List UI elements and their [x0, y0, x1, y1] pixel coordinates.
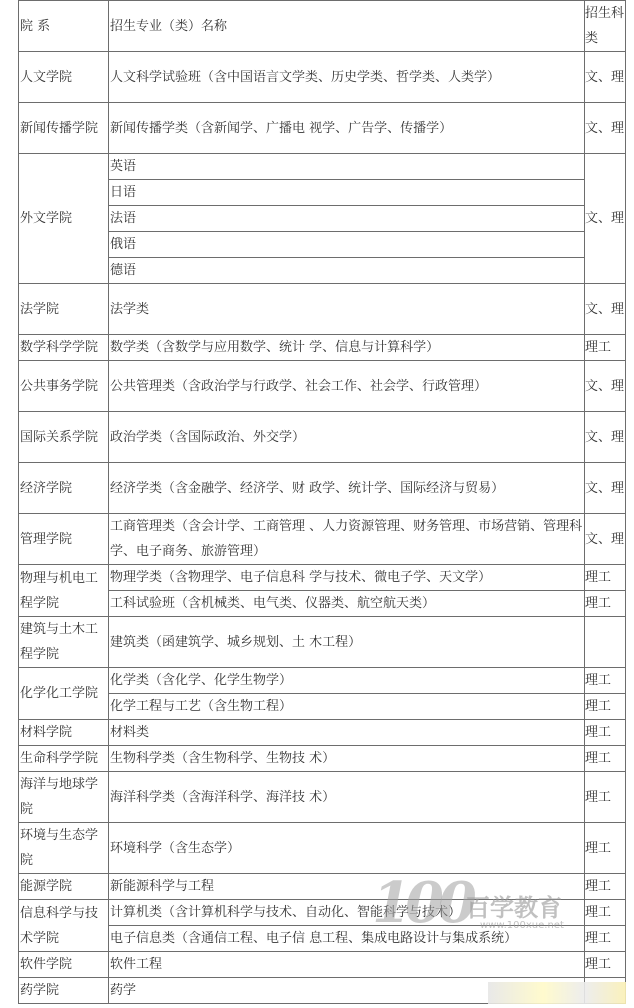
table-header-row — [19, 1, 626, 52]
major-cell: 药学 — [109, 978, 585, 1004]
major-cell: 日语 — [109, 180, 585, 206]
major-cell: 人文科学试验班（含中国语言文学类、历史学类、哲学类、人类学） — [109, 52, 585, 103]
major-cell: 工科试验班（含机械类、电气类、仪器类、航空航天类） — [109, 591, 585, 617]
major-cell: 新闻传播学类（含新闻学、广播电 视学、广告学、传播学） — [109, 103, 585, 154]
category-cell: 理工 — [585, 694, 626, 720]
category-cell: 文、理 — [585, 284, 626, 335]
major-cell: 政治学类（含国际政治、外交学） — [109, 412, 585, 463]
major-cell: 计算机类（含计算机科学与技术、自动化、智能科学与技术） — [109, 900, 585, 926]
table-row — [19, 335, 626, 361]
category-cell: 文、理 — [585, 361, 626, 412]
category-cell: 理工 — [585, 772, 626, 823]
major-cell: 法语 — [109, 206, 585, 232]
major-cell: 材料类 — [109, 720, 585, 746]
major-cell: 数学类（含数学与应用数学、统计 学、信息与计算科学） — [109, 335, 585, 361]
header-college: 院 系 — [19, 1, 109, 52]
table-row — [19, 232, 626, 258]
category-cell: 理工 — [585, 565, 626, 591]
watermark-brand: 百学教育 — [466, 893, 562, 922]
major-cell: 软件工程 — [109, 952, 585, 978]
college-cell: 能源学院 — [19, 874, 109, 900]
category-cell: 理工 — [585, 874, 626, 900]
college-cell: 国际关系学院 — [19, 412, 109, 463]
major-cell: 环境科学（含生态学） — [109, 823, 585, 874]
table-row — [19, 668, 626, 694]
table-row — [19, 258, 626, 284]
major-cell: 德语 — [109, 258, 585, 284]
table-row — [19, 874, 626, 900]
table-row — [19, 694, 626, 720]
category-cell: 文、理 — [585, 52, 626, 103]
category-cell: 理工 — [585, 591, 626, 617]
category-cell: 文、理 — [585, 514, 626, 565]
category-cell: 文、理 — [585, 154, 626, 284]
category-cell: 文、理 — [585, 463, 626, 514]
major-cell: 俄语 — [109, 232, 585, 258]
table-row — [19, 463, 626, 514]
major-cell: 化学类（含化学、化学生物学） — [109, 668, 585, 694]
category-cell: 理工 — [585, 926, 626, 952]
table-row — [19, 617, 626, 668]
major-cell: 物理学类（含物理学、电子信息科 学与技术、微电子学、天文学） — [109, 565, 585, 591]
table-row — [19, 900, 626, 926]
college-cell: 法学院 — [19, 284, 109, 335]
college-cell: 软件学院 — [19, 952, 109, 978]
category-cell: 理工 — [585, 823, 626, 874]
category-cell: 理工 — [585, 335, 626, 361]
college-cell: 物理与机电工程学院 — [19, 565, 109, 617]
major-cell: 法学类 — [109, 284, 585, 335]
table-row — [19, 926, 626, 952]
table-row — [19, 103, 626, 154]
college-cell: 化学化工学院 — [19, 668, 109, 720]
major-cell: 新能源科学与工程 — [109, 874, 585, 900]
major-cell: 化学工程与工艺（含生物工程） — [109, 694, 585, 720]
category-cell: 理工 — [585, 746, 626, 772]
major-cell: 生物科学类（含生物科学、生物技 术） — [109, 746, 585, 772]
table-row — [19, 412, 626, 463]
category-cell: 理工 — [585, 900, 626, 926]
category-cell: 理工 — [585, 952, 626, 978]
header-major: 招生专业（类）名称 — [109, 1, 585, 52]
college-cell: 建筑与土木工程学院 — [19, 617, 109, 668]
major-cell: 经济学类（含金融学、经济学、财 政学、统计学、国际经济与贸易） — [109, 463, 585, 514]
category-cell: 理工 — [585, 720, 626, 746]
table-row — [19, 952, 626, 978]
table-row — [19, 772, 626, 823]
college-cell: 新闻传播学院 — [19, 103, 109, 154]
table-row — [19, 361, 626, 412]
blurred-overlay — [488, 982, 626, 1004]
college-cell: 药学院 — [19, 978, 109, 1004]
table-row — [19, 591, 626, 617]
major-cell: 英语 — [109, 154, 585, 180]
category-cell: 文、理 — [585, 103, 626, 154]
category-cell: 理工 — [585, 668, 626, 694]
table-row — [19, 565, 626, 591]
major-cell: 海洋科学类（含海洋科学、海洋技 术） — [109, 772, 585, 823]
category-cell — [585, 617, 626, 668]
college-cell: 经济学院 — [19, 463, 109, 514]
table-row — [19, 720, 626, 746]
admission-majors-table — [18, 0, 626, 1004]
table-row — [19, 206, 626, 232]
college-cell: 管理学院 — [19, 514, 109, 565]
college-cell: 外文学院 — [19, 154, 109, 284]
category-cell: 文、理 — [585, 412, 626, 463]
table-row — [19, 746, 626, 772]
table-row — [19, 284, 626, 335]
college-cell: 人文学院 — [19, 52, 109, 103]
major-cell: 公共管理类（含政治学与行政学、社会工作、社会学、行政管理） — [109, 361, 585, 412]
college-cell: 生命科学学院 — [19, 746, 109, 772]
college-cell: 海洋与地球学院 — [19, 772, 109, 823]
table-row — [19, 823, 626, 874]
major-cell: 工商管理类（含会计学、工商管理 、人力资源管理、财务管理、市场营销、管理科学、电子商务、旅游管理） — [109, 514, 585, 565]
college-cell: 环境与生态学院 — [19, 823, 109, 874]
college-cell: 材料学院 — [19, 720, 109, 746]
table-row — [19, 180, 626, 206]
college-cell: 公共事务学院 — [19, 361, 109, 412]
college-cell: 数学科学学院 — [19, 335, 109, 361]
college-cell: 信息科学与技术学院 — [19, 900, 109, 952]
table-row — [19, 52, 626, 103]
header-category: 招生科类 — [585, 1, 626, 52]
table-row — [19, 154, 626, 180]
table-row — [19, 514, 626, 565]
watermark-100: 100 — [372, 870, 471, 936]
major-cell: 电子信息类（含通信工程、电子信 息工程、集成电路设计与集成系统） — [109, 926, 585, 952]
major-cell: 建筑类（函建筑学、城乡规划、土 木工程） — [109, 617, 585, 668]
watermark-url: www.100xue.net — [480, 920, 564, 931]
